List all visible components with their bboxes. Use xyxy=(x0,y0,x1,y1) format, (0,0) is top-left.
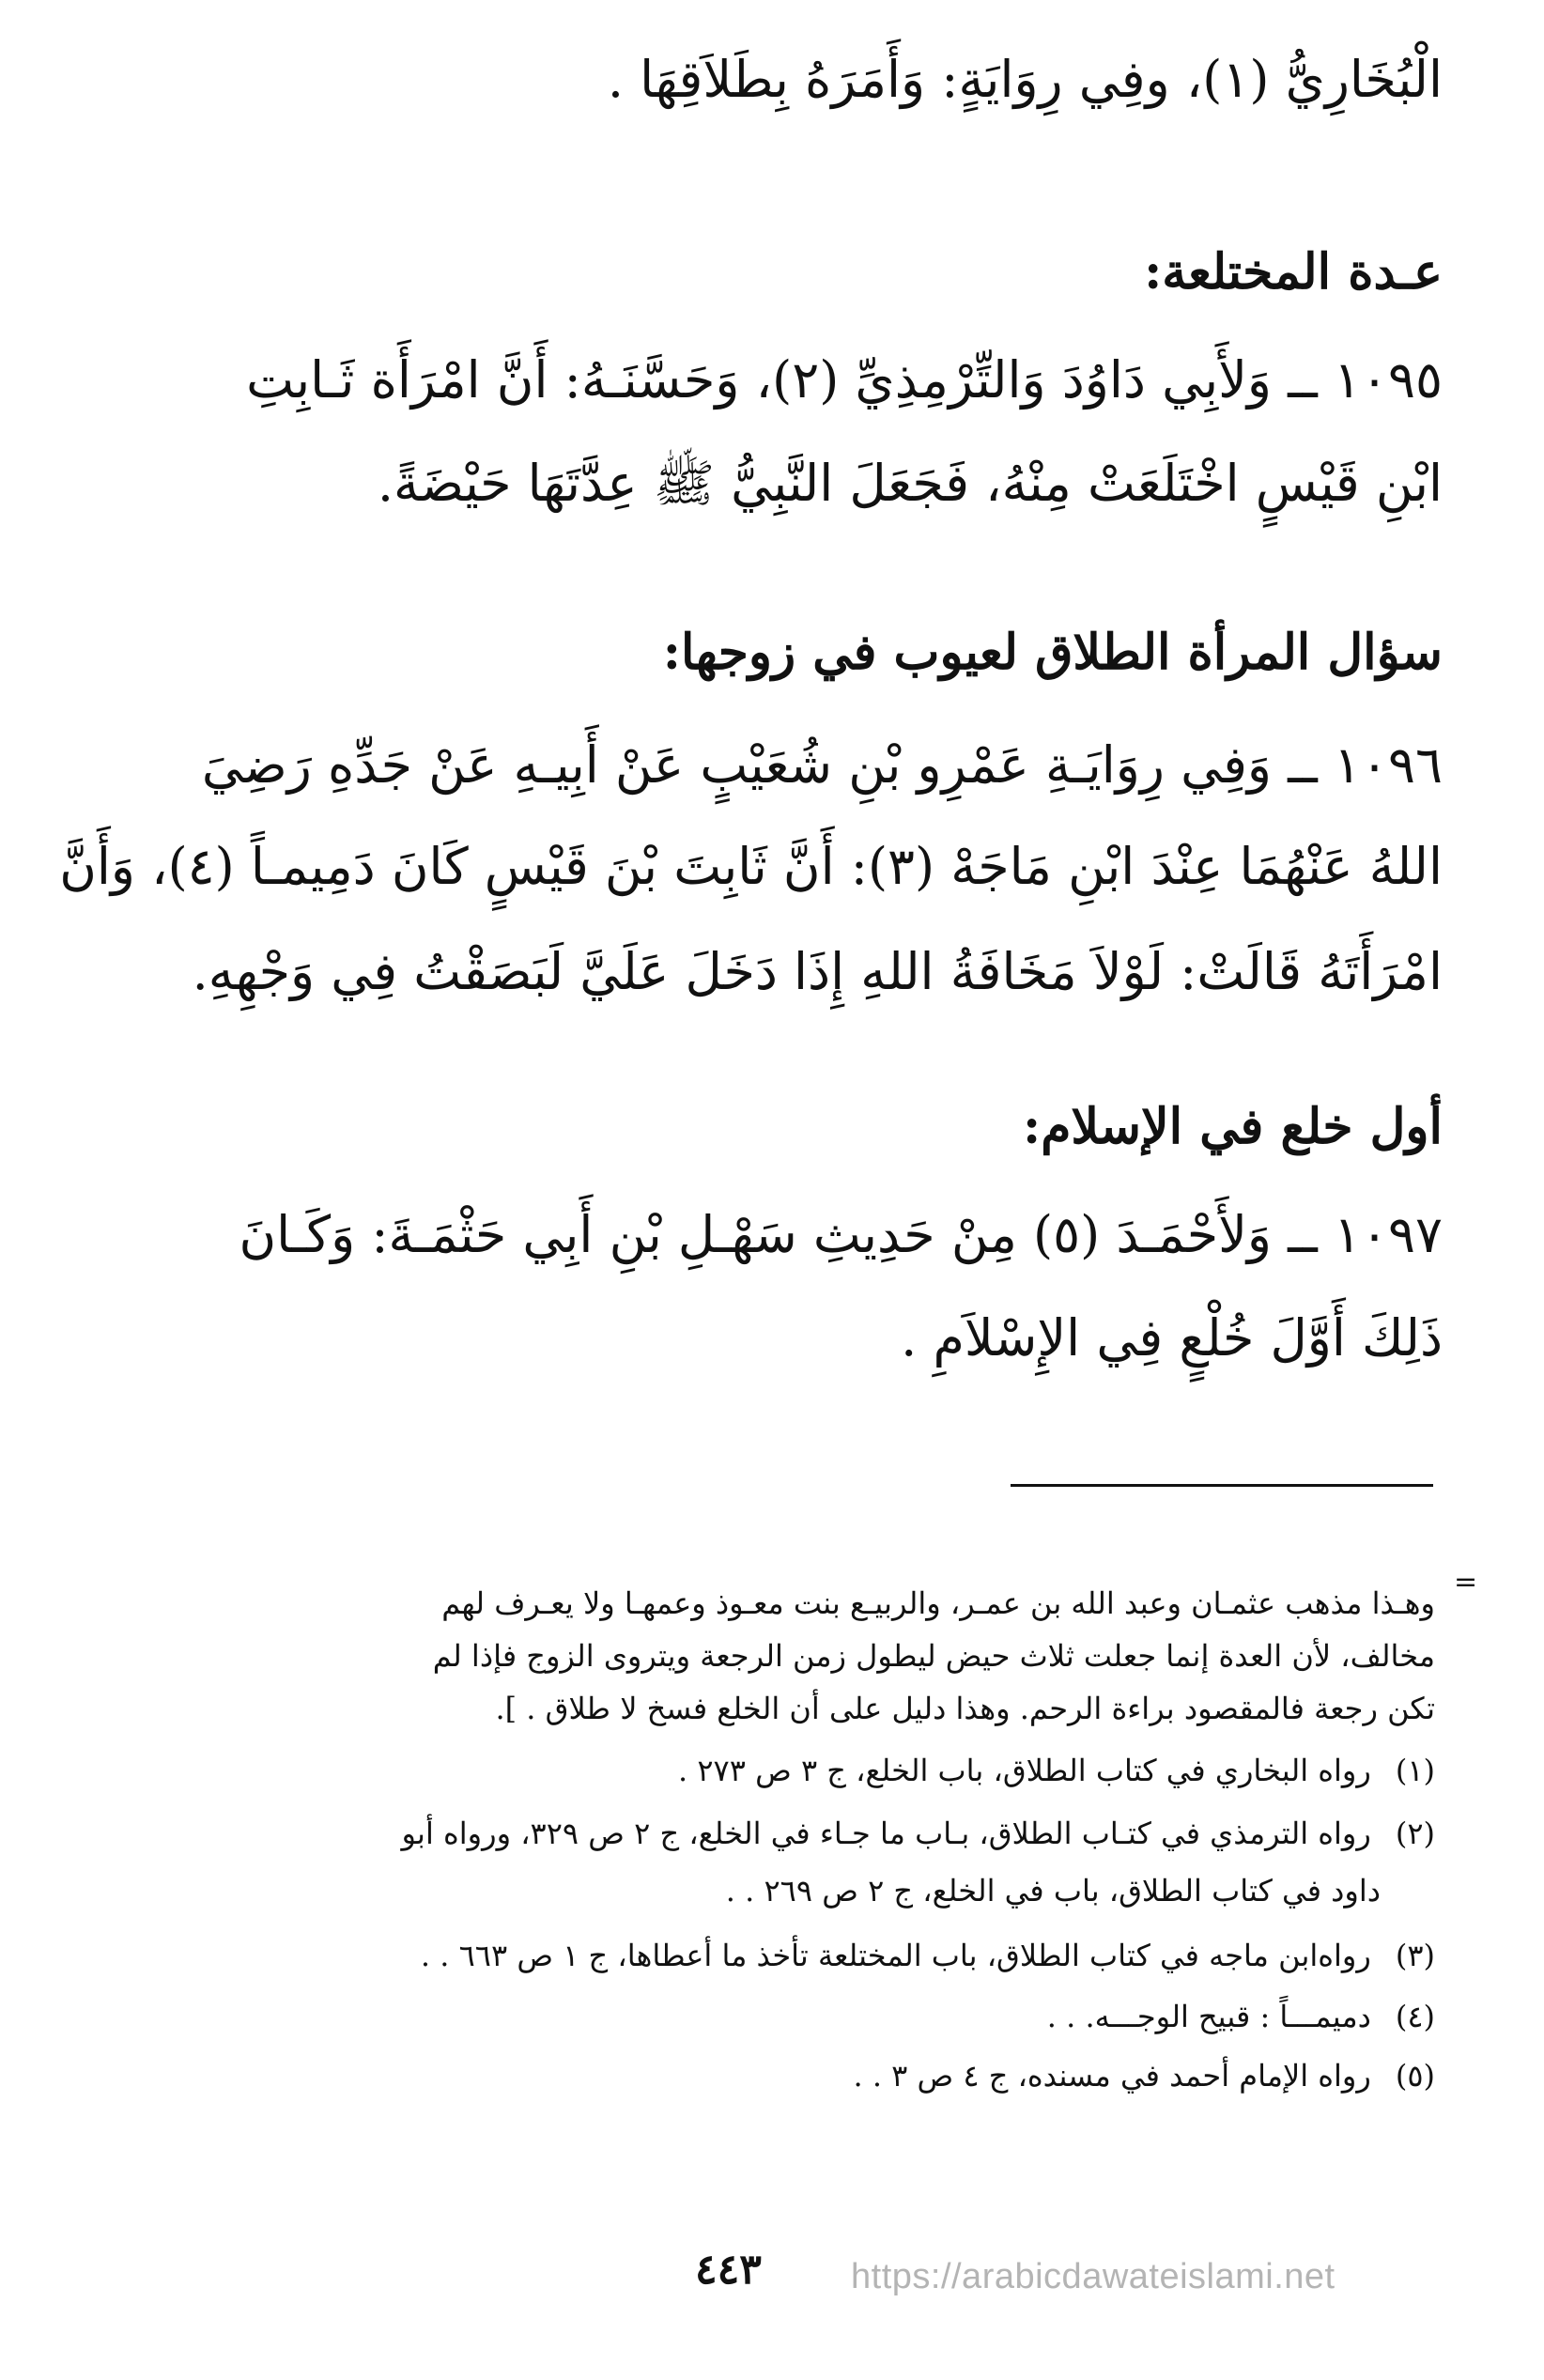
text-line: ١٠٩٥ ــ وَلأَبِي دَاوُدَ وَالتِّرْمِذِيِّ (٢)، وَحَسَّنَـهُ: أَنَّ امْرَأَة ثَـابِتِ xyxy=(246,350,1443,410)
footnote-number: (٢) xyxy=(1395,1816,1435,1851)
footnote-text: رواه البخاري في كتاب الطلاق، باب الخلع، ج ٣ ص ٢٧٣ . xyxy=(678,1753,1371,1788)
footnote-number: (٣) xyxy=(1395,1938,1435,1973)
footnote-text: رواه الترمذي في كتـاب الطلاق، بـاب ما جـاء في الخلع، ج ٢ ص ٣٢٩، ورواه أبو xyxy=(401,1816,1371,1851)
footnote-number: (٤) xyxy=(1395,1999,1435,2034)
footnote-1 xyxy=(131,1745,1435,1796)
footnote-2-continued xyxy=(131,1865,1381,1916)
footnote-continuation-line: وهـذا مذهب عثمـان وعبد الله بن عمـر، والربيـع بنت معـوذ وعمهـا ولا يعـرف لهم xyxy=(441,1585,1435,1621)
page-number: ٤٤٣ xyxy=(695,2246,762,2294)
text-line: ابْنِ قَيْسٍ اخْتَلَعَتْ مِنْهُ، فَجَعَلَ النَّبِيُّ ﷺ عِدَّتَهَا حَيْضَةً. xyxy=(377,454,1443,513)
text-line: امْرَأَتَهُ قَالَتْ: لَوْلاَ مَخَافَةُ اللهِ إِذَا دَخَلَ عَلَيَّ لَبَصَقْتُ فِي وَجْهِهِ. xyxy=(192,942,1443,1001)
text-line: ذَلِكَ أَوَّلَ خُلْعٍ فِي الإِسْلاَمِ . xyxy=(901,1308,1443,1368)
footnote-text: داود في كتاب الطلاق، باب في الخلع، ج ٢ ص ٢٦٩ . . xyxy=(725,1873,1381,1909)
text-line: ١٠٩٦ ــ وَفِي رِوَايَـةِ عَمْرِو بْنِ شُعَيْبٍ عَنْ أَبِيـهِ عَنْ جَدِّهِ رَضِيَ xyxy=(201,735,1443,795)
footnote-continuation-line: تكن رجعة فالمقصود براءة الرحم. وهذا دليل على أن الخلع فسخ لا طلاق . ]. xyxy=(495,1691,1435,1726)
footnote-continuation-line: مخالف، لأن العدة إنما جعلت ثلاث حيض ليطول زمن الرجعة ويتروى الزوج فإذا لم xyxy=(432,1638,1435,1674)
text-line: ١٠٩٧ ــ وَلأَحْمَـدَ (٥) مِنْ حَدِيثِ سَهْـلِ بْنِ أَبِي حَثْمَـةَ: وَكَـانَ xyxy=(239,1205,1443,1264)
footnote-number: (١) xyxy=(1395,1753,1435,1788)
section-heading: سؤال المرأة الطلاق لعيوب في زوجها: xyxy=(662,624,1443,681)
section-heading: أول خلع في الإسلام: xyxy=(1023,1098,1443,1155)
footnote-3 xyxy=(131,1930,1435,1981)
footnote-text: دميمـــاً : قبيح الوجـــه. . . xyxy=(1046,1999,1371,2034)
continuation-mark: = xyxy=(1454,1566,1478,1599)
section-heading: عـدة المختلعة: xyxy=(1144,243,1443,301)
text-line: الْبُخَارِيُّ (١)، وفِي رِوَايَةٍ: وَأَمَرَهُ بِطَلاَقِهَا . xyxy=(607,50,1443,109)
text-line: اللهُ عَنْهُمَا عِنْدَ ابْنِ مَاجَهْ (٣): أَنَّ ثَابِتَ بْنَ قَيْسٍ كَانَ دَمِيمـاً (٤)، وَأَنَّ xyxy=(59,837,1443,896)
footnote-text: رواه‌ابن ماجه في كتاب الطلاق، باب المختلعة تأخذ ما أعطاها، ج ١ ص ٦٦٣ . . xyxy=(420,1938,1371,1973)
footnote-4 xyxy=(131,1991,1435,2042)
footnote-number: (٥) xyxy=(1395,2058,1435,2094)
footnote-2 xyxy=(131,1808,1435,1859)
watermark-url: https://arabicdawateislami.net xyxy=(851,2257,1336,2296)
footnote-text: رواه الإمام أحمد في مسنده، ج ٤ ص ٣ . . xyxy=(853,2058,1371,2094)
footnote-5 xyxy=(131,2050,1435,2101)
footnote-divider xyxy=(1011,1484,1433,1487)
